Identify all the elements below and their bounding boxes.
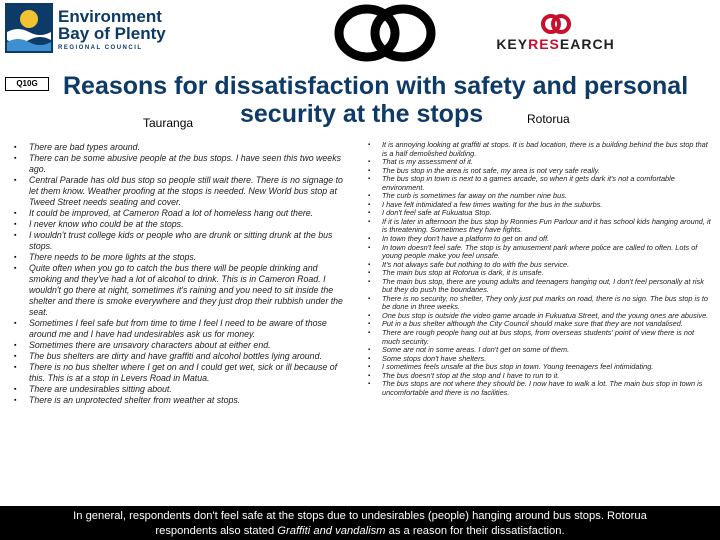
tauranga-comment-item: ▪ There needs to be more lights at the stops. (14, 252, 348, 263)
rotorua-comment-item: ▪ The main bus stop at Rotorua is dark, it is unsafe. (368, 269, 714, 278)
tauranga-comment-item: ▪ Central Parade has old bus stop so people still wait there. There is no signage to let them know. Weather proofing at the stops is needed. New World bus stop at Tweed Street needs seating and cover. (14, 175, 348, 208)
keyresearch-key-icon (539, 12, 573, 36)
tauranga-comment-item: ▪ I never know who could be at the stops. (14, 219, 348, 230)
rotorua-comment-item: ▪ If it is later in afternoon the bus stop by Ronnies Fun Parlour and it has school kids hanging around, it is threatening. Sometimes they have fights. (368, 218, 714, 235)
tauranga-comment-item: ▪ Sometimes there are unsavory characters about at either end. (14, 340, 348, 351)
keyresearch-wordmark-pre: KEY (496, 36, 529, 52)
slide-title-line1: Reasons for dissatisfaction with safety and personal (63, 72, 689, 100)
location-heading-tauranga: Tauranga (143, 116, 194, 130)
interlocking-rings-logo-icon (325, 2, 445, 64)
tauranga-comment-item: ▪ There can be some abusive people at the bus stops. I have seen this two weeks ago. (14, 153, 348, 175)
question-tag: Q10G (5, 77, 49, 91)
tauranga-comment-item: ▪ I wouldn't trust college kids or people who are drunk or sitting drunk at the bus stops. (14, 230, 348, 252)
rotorua-comment-item: ▪ One bus stop is outside the video game arcade in Fukuatua Street, and the young ones are abusive. (368, 312, 714, 321)
rotorua-comment-item: ▪ Some stops don't have shelters. (368, 355, 714, 364)
tauranga-comment-item: ▪ There are undesirables sitting about. (14, 384, 348, 395)
ebop-emblem-icon (4, 2, 54, 54)
rotorua-comment-item: ▪ I have felt intimidated a few times waiting for the bus in the suburbs. (368, 201, 714, 210)
rotorua-comment-item: ▪ There is no security, no shelter, They only just put marks on road, there is no sign. The bus stop is to be done in three weeks. (368, 295, 714, 312)
rotorua-comment-item: ▪ The bus stop in the area is not safe, my area is not very safe really. (368, 167, 714, 176)
rotorua-comment-item: ▪ The bus doesn't stop at the stop and I have to run to it. (368, 372, 714, 381)
tauranga-comment-item: ▪ It could be improved, at Cameron Road a lot of homeless hang out there. (14, 208, 348, 219)
summary-line2 (0, 524, 720, 539)
tauranga-comment-item: ▪ The bus shelters are dirty and have graffiti and alcohol bottles lying around. (14, 351, 348, 362)
rotorua-comment-item: ▪ Some are not in some areas. I don't get on some of them. (368, 346, 714, 355)
rotorua-comment-item: ▪ Put in a bus shelter although the City Council should make sure that they are not vandalised. (368, 320, 714, 329)
rotorua-comment-list (368, 141, 714, 397)
keyresearch-logo (478, 12, 633, 56)
tauranga-comment-item: ▪ There is an unprotected shelter from weather at stops. (14, 395, 348, 406)
summary-line1: In general, respondents don't feel safe at the stops due to undesirables (people) hanging around bus stops. Rotorua (73, 510, 647, 522)
keyresearch-wordmark-accent: RES (528, 36, 560, 52)
rotorua-comment-item: ▪ It is annoying looking at graffiti at stops. It is bad location, there is a building behind the bus stop that is a half demolished building. (368, 141, 714, 158)
tauranga-comment-item: ▪ Sometimes I feel safe but from time to time I feel I need to be aware of those around me and I have had undesirables ask us for money. (14, 318, 348, 340)
location-heading-rotorua: Rotorua (527, 112, 570, 126)
ebop-logo-line2: Bay of Plenty (58, 24, 166, 43)
keyresearch-wordmark (478, 36, 633, 52)
rotorua-comment-item: ▪ That is my assessment of it. (368, 158, 714, 167)
rotorua-comment-item: ▪ The bus stop in town is next to a games arcade, so when it gets dark it's not a comfortable environment. (368, 175, 714, 192)
ebop-logo-line1: Environment (58, 7, 162, 26)
rotorua-comment-item: ▪ In town they don't have a platform to get on and off. (368, 235, 714, 244)
environment-bay-of-plenty-logo (4, 2, 174, 54)
summary-line2-emphasis: Graffiti and vandalism (277, 525, 386, 537)
summary-footer (0, 506, 720, 540)
rotorua-comment-item: ▪ I don't feel safe at Fukuatua Stop. (368, 209, 714, 218)
rotorua-comment-item: ▪ It's not always safe but nothing to do with the bus service. (368, 261, 714, 270)
rotorua-comment-item: ▪ In town doesn't feel safe. The stop is by amusement park where police are called to often. Lots of young people make you feel unsafe. (368, 244, 714, 261)
tauranga-comment-item: ▪ Quite often when you go to catch the bus there will be people drinking and smoking and they've had a lot of alcohol to drink. This is in Cameron Road. I wouldn't go there at night, sometimes it's raining and you need to sit inside the shelter and there is smoke everywhere and they just drop their rubbish under the seat. (14, 263, 348, 318)
slide-title-line2: security at the stops (240, 100, 484, 128)
summary-line2-pre: respondents also stated (155, 525, 278, 537)
rotorua-comment-item: ▪ I sometimes feels unsafe at the bus stop in town. Young teenagers feel intimidating. (368, 363, 714, 372)
tauranga-comment-item: ▪ There is no bus shelter where I get on and I could get wet, sick or ill because of this. This is at a stop in Levers Road in Matua. (14, 362, 348, 384)
rotorua-comment-item: ▪ The curb is sometimes far away on the number nine bus. (368, 192, 714, 201)
ebop-logo-subtitle: REGIONAL COUNCIL (58, 45, 143, 51)
summary-line2-post: as a reason for their dissatisfaction. (385, 525, 565, 537)
tauranga-comment-item: ▪ There are bad types around. (14, 142, 348, 153)
rotorua-comment-item: ▪ The main bus stop, there are young adults and teenagers hanging out, I don't feel personally at risk but they do push the boundaries. (368, 278, 714, 295)
rotorua-comment-item: ▪ There are rough people hang out at bus stops, from overseas students' point of view there is not much security. (368, 329, 714, 346)
keyresearch-wordmark-post: EARCH (559, 36, 615, 52)
tauranga-comment-list (14, 142, 348, 406)
rotorua-comment-item: ▪ The bus stops are not where they should be. I now have to walk a lot. The main bus stop in town is uncomfortable and there is no facilities. (368, 380, 714, 397)
